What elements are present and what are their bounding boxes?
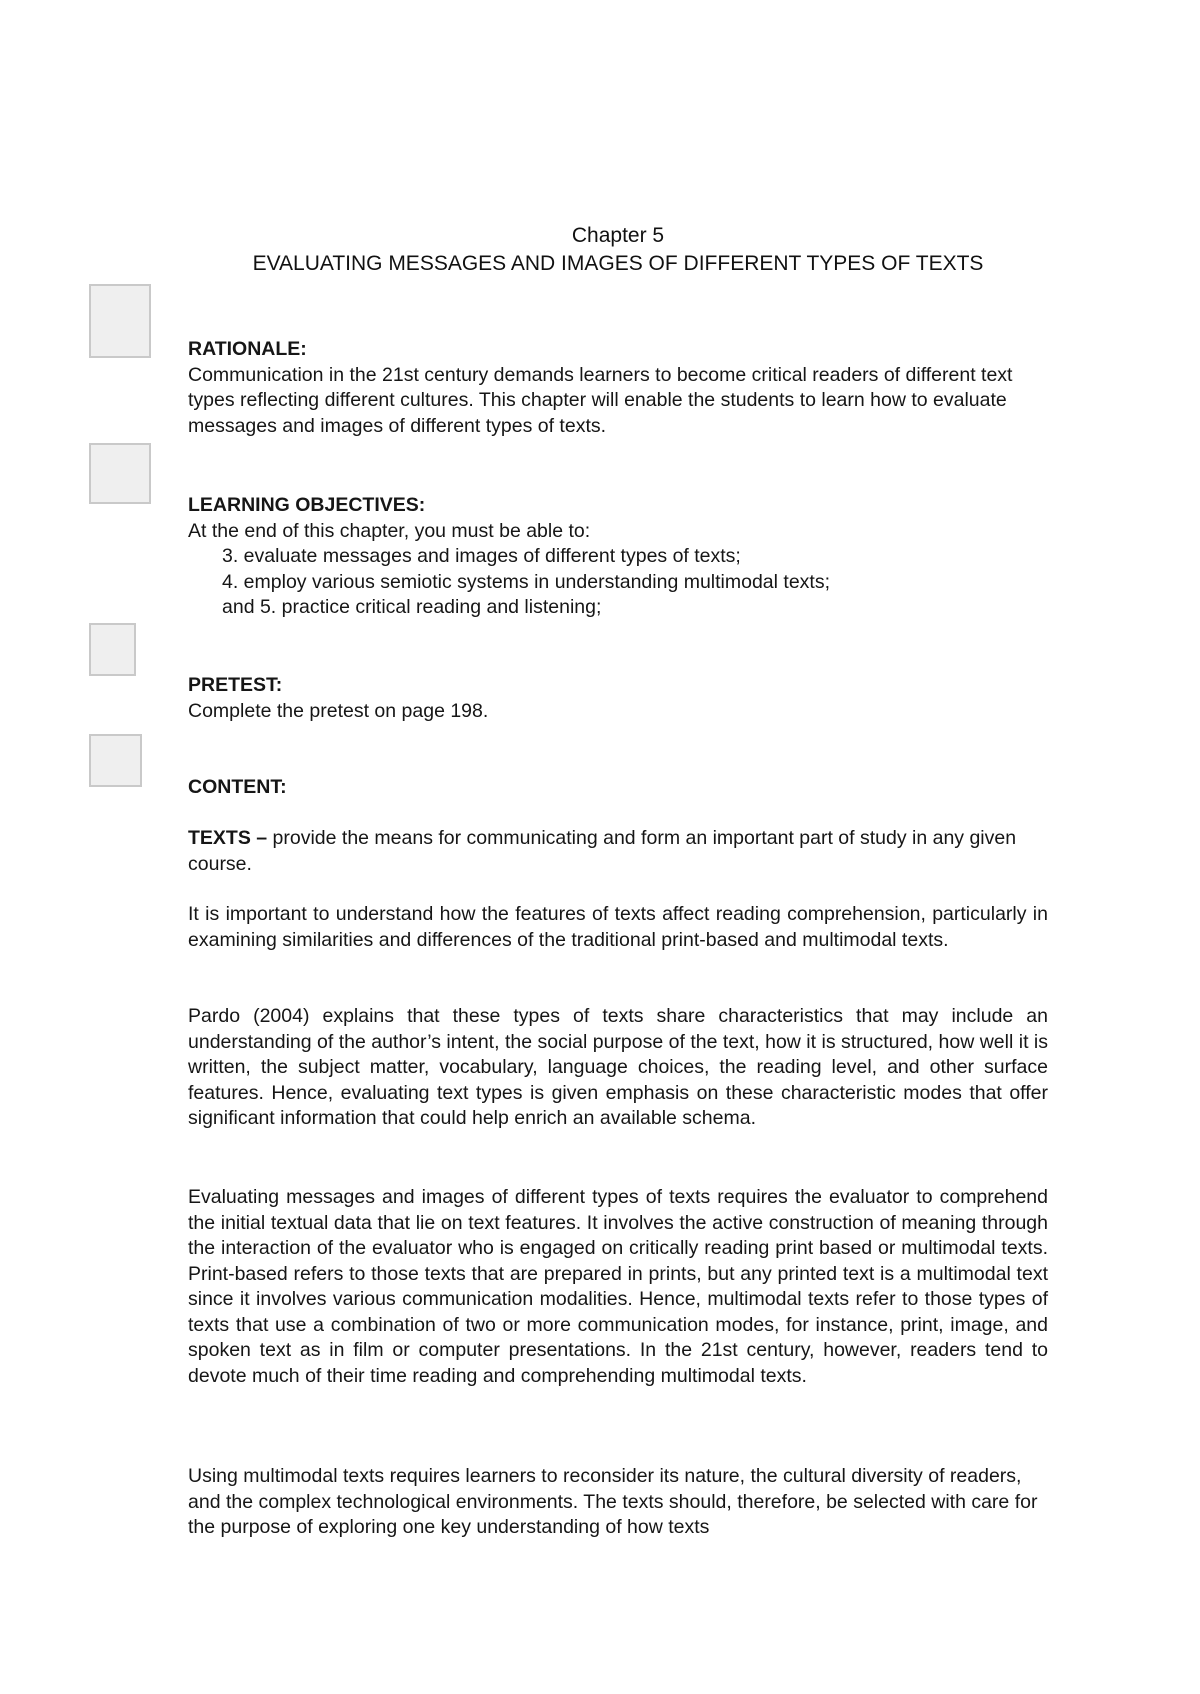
content-label: CONTENT: [188, 776, 287, 798]
objectives-section [188, 493, 1048, 621]
objective-item: and 5. practice critical reading and listening; [222, 596, 602, 618]
objective-item: 3. evaluate messages and images of different types of texts; [222, 545, 741, 567]
objective-item: 4. employ various semiotic systems in understanding multimodal texts; [222, 570, 831, 593]
content-paragraph: Evaluating messages and images of different types of texts requires the evaluator to comprehend the initial textual data that lie on text features. It involves the active construction of meaning through the interaction of the evaluator who is engaged on critically reading print based or multimodal texts. Print-based refers to those texts that are prepared in prints, but any printed text is a multimodal text since it involves various communication modalities. Hence, multimodal texts refer to those types of texts that use a combination of two or more communication modes, for instance, print, image, and spoken text as in film or computer presentations. In the 21st century, however, readers tend to devote much of their time reading and comprehending multimodal texts. [188, 1186, 1048, 1387]
objectives-intro: At the end of this chapter, you must be able to: [188, 519, 591, 542]
margin-box-pretest [89, 623, 136, 676]
content-paragraph: Pardo (2004) explains that these types of texts share characteristics that may include an understanding of the author’s intent, the social purpose of the text, how it is structured, how well it is written, the subject matter, vocabulary, language choices, the reading level, and other surface features. Hence, evaluating text types is given emphasis on these characteristic modes that offer significant information that could help enrich an available schema. [188, 1005, 1048, 1129]
pretest-label: PRETEST: [188, 674, 283, 696]
rationale-section [188, 337, 1048, 439]
rationale-label: RATIONALE: [188, 338, 307, 360]
content-label-block [188, 775, 1048, 801]
rationale-text: Communication in the 21st century demands learners to become critical readers of different text types reflecting different cultures. This chapter will enable the students to learn how to evaluate messages and images of different types of texts. [188, 363, 1013, 437]
chapter-number: Chapter 5 [571, 224, 665, 247]
chapter-title: EVALUATING MESSAGES AND IMAGES OF DIFFERENT TYPES OF TEXTS [252, 252, 984, 275]
content-paragraph: Using multimodal texts requires learners to reconsider its nature, the cultural diversity of readers, and the complex technological environments. The texts should, therefore, be selected with care for the purpose of exploring one key understanding of how texts [188, 1465, 1038, 1538]
margin-box-objectives [89, 443, 151, 504]
texts-definition: provide the means for communicating and form an important part of study in any given course. [188, 827, 1017, 875]
texts-definition-paragraph [188, 826, 1038, 877]
margin-box-content [89, 734, 142, 787]
margin-box-rationale [89, 284, 151, 358]
objectives-label: LEARNING OBJECTIVES: [188, 494, 426, 516]
texts-term: TEXTS – [188, 827, 268, 849]
content-paragraph: It is important to understand how the features of texts affect reading comprehension, particularly in examining similarities and differences of the traditional print-based and multimodal texts. [188, 903, 1048, 951]
objectives-list [188, 544, 1048, 621]
pretest-text: Complete the pretest on page 198. [188, 699, 489, 722]
pretest-section [188, 673, 1048, 724]
